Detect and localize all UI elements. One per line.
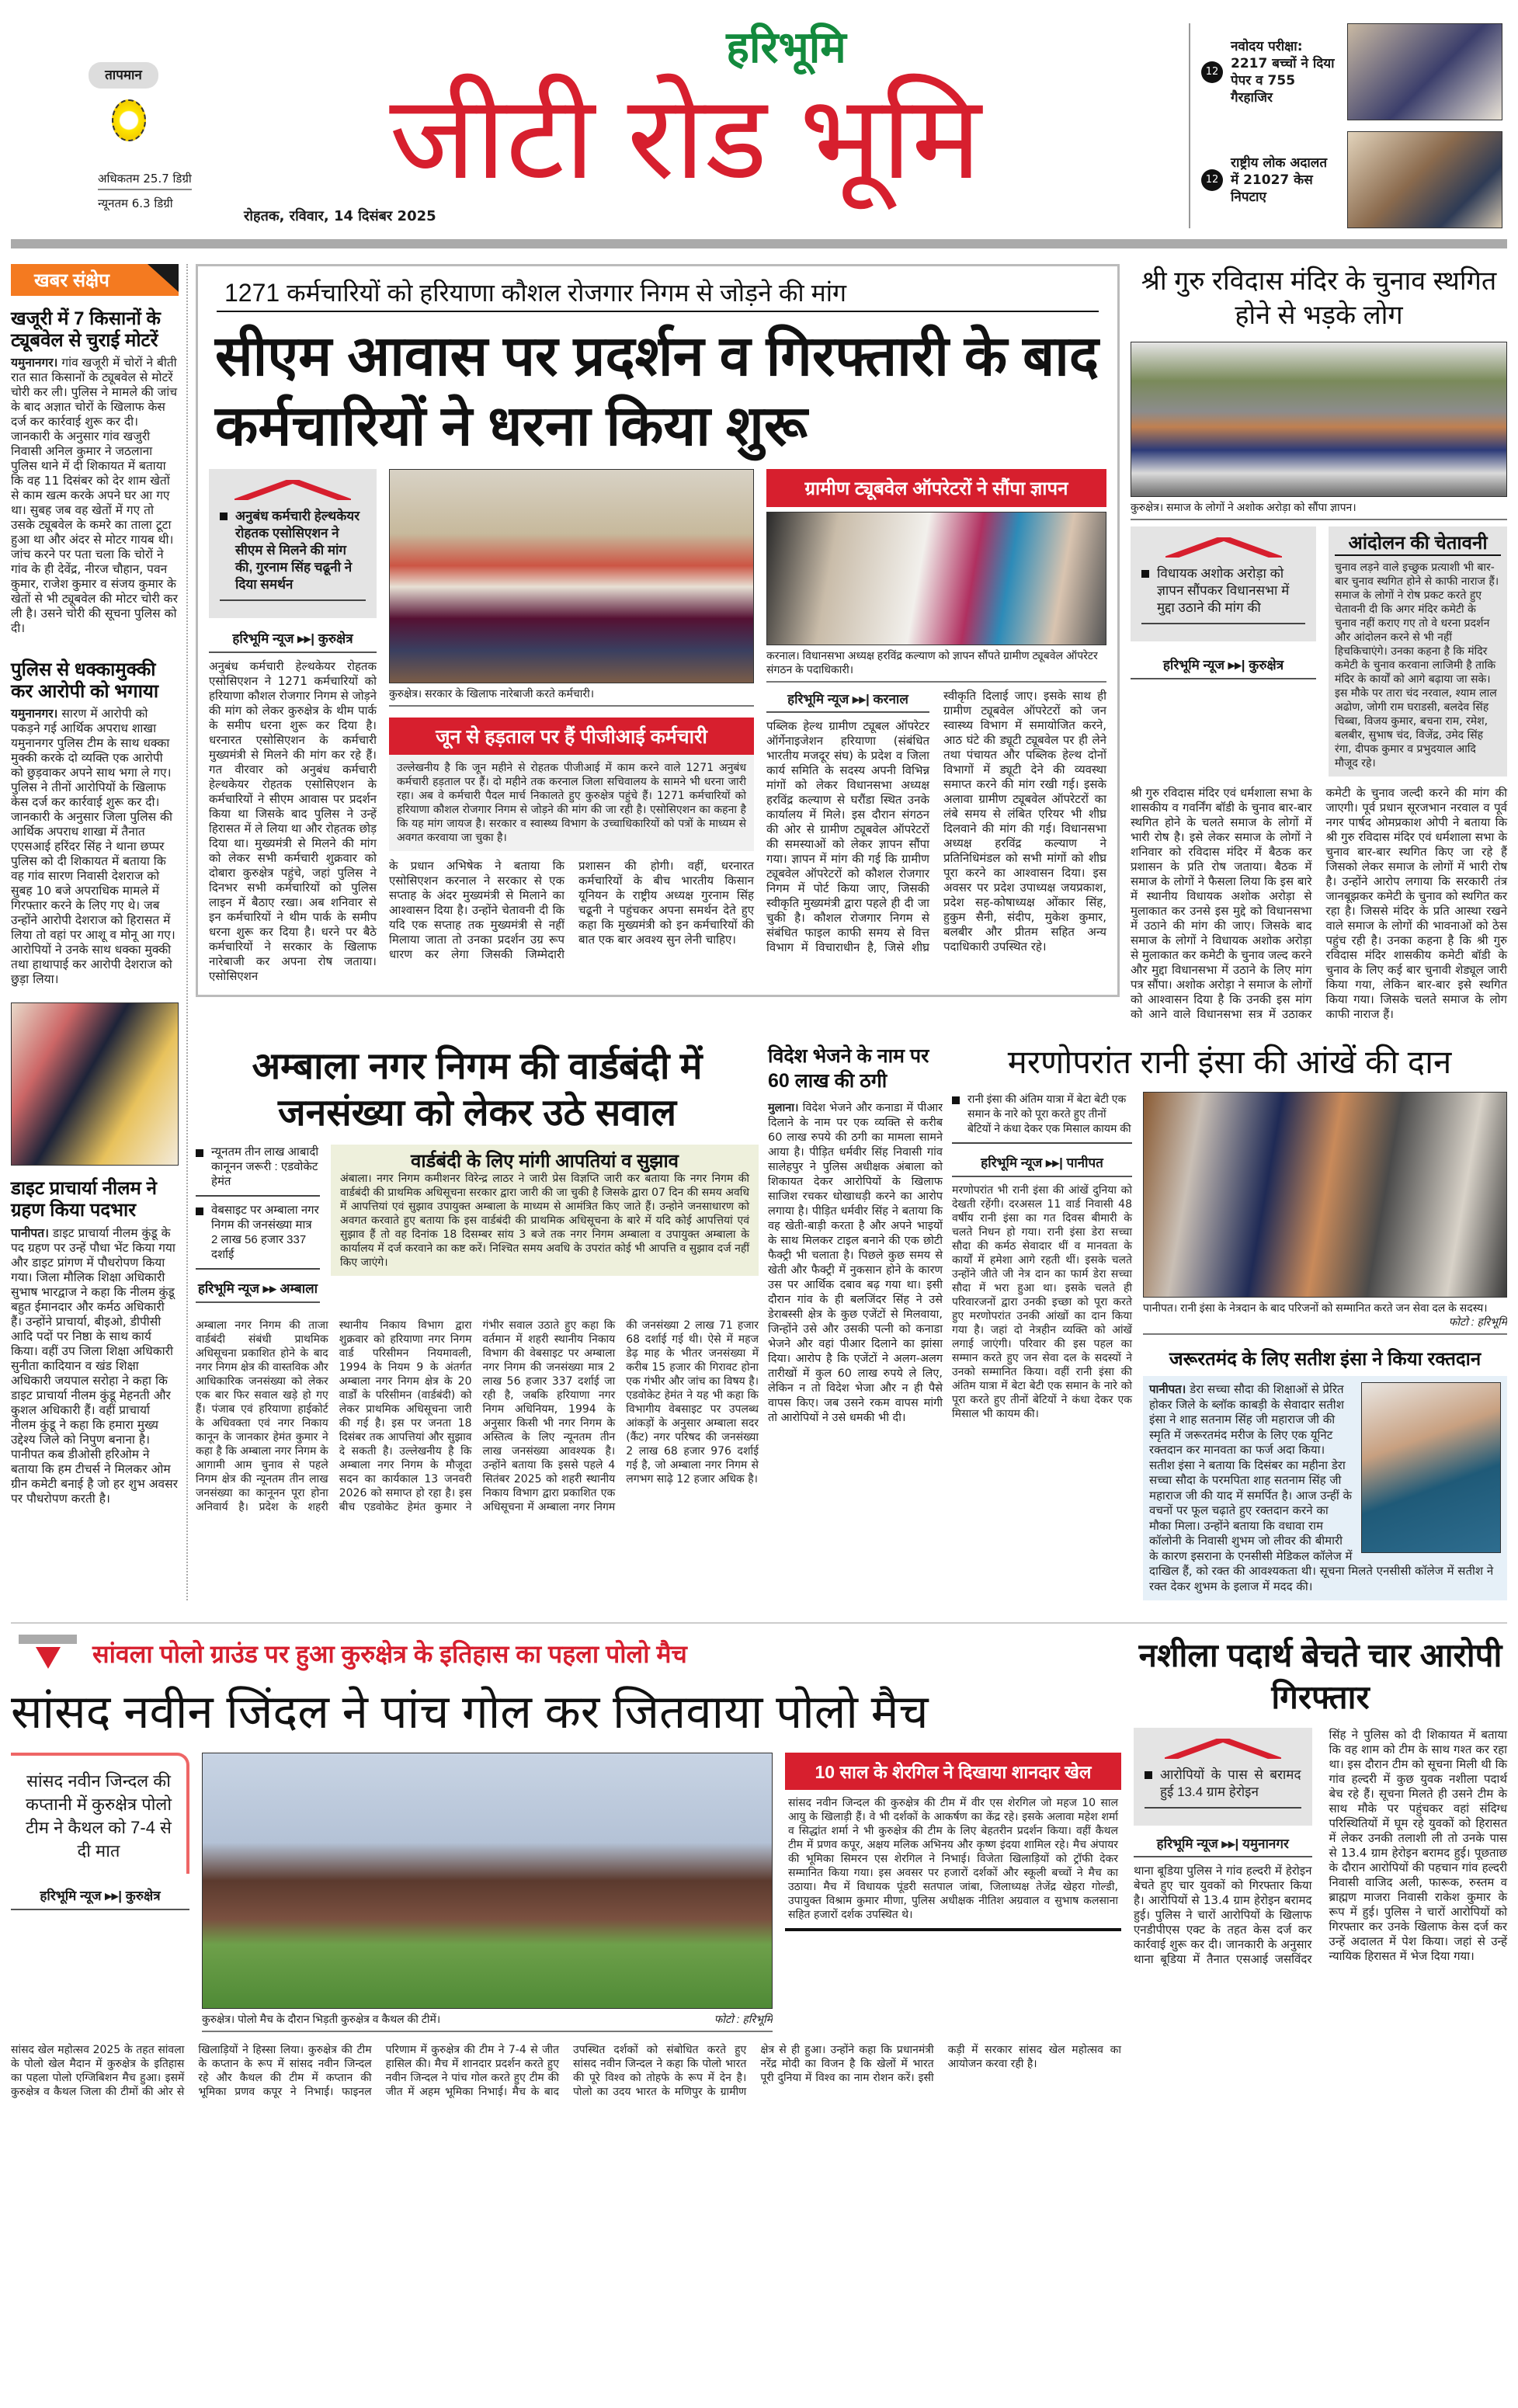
drugs-headline: नशीला पदार्थ बेचते चार आरोपी गिरफ्तार [1138,1637,1502,1716]
ravidas-text: श्री गुरु रविदास मंदिर एवं धर्मशाला सभा के शासकीय व गवर्निंग बॉडी के चुनाव बार-बार स्थगित होने के चलते समाज के लोगों में भारी रोष है। इसे लेकर समाज के लोगों ने शनिवार को रविदास मंदिर में बैठक कर प्रशासन के प्रति रोष जताया। बैठक में समाज के लोगों ने फैसला लिया कि इस बारे में स्थानीय विधायक अशोक अरोड़ा से मुलाकात कर उनसे इस मुद्दे को विधानसभा में उठाने की मांग की जाए। जिसके बाद समाज के लोगों ने विधायक अशोक अरोड़ा से मुलाकात कर कमेटी के चुनाव जल्द करने और मुद्दा विधानसभा में उठाने के लिए मांग पत्र सौंपा। अशोक अरोड़ा ने समाज के लोगों को आश्वासन दिया है कि उनकी इस मांग को आने वाले विधानसभा सत्र में उठाकर कमेटी के चुनाव जल्दी करने की मांग की जाएगी। पूर्व प्रधान सूरजभान नरवाल व पूर्व नगर पार्षद ओमप्रकाश ओपी ने बताया कि श्री गुरु रविदास मंदिर एवं धर्मशाला सभा के चुनाव बार-बार स्थगित किए जा रहे हैं जिसको लेकर समाज के लोगों में भारी रोष है। उन्होंने आरोप लगाया कि सरकारी तंत्र जानबूझकर कमेटी के चुनाव को स्थगित कर रहा है। जिससे मंदिर के प्रति आस्था रखने वाले समाज के लोगों की भावनाओं को ठेस पहुंच रही है। उनका कहना है कि श्री गुरु रविदास मंदिर शासकीय कमेटी बॉडी के चुनाव के लिए कई बार चुनावी शेड्यूल जारी किया गया, लेकिन बार-बार इसे स्थगित किया गया। जिसके चलते समाज के लोग काफी नाराज हैं। [1131,785,1507,1021]
insa-deck [952,1092,1132,1144]
ravidas-top-wrap [1131,526,1507,777]
drugs-deck [1134,1728,1312,1826]
polo-headline: सांसद नवीन जिंदल ने पांच गोल कर जितवाया पोलो मैच [11,1686,929,1739]
ravidas-deck [1131,526,1316,641]
dateline-place: पानीपत। [1149,1382,1186,1397]
polo-story [11,1635,1121,2099]
caption-text: पानीपत। रानी इंसा के नेत्रदान के बाद परिजनों को सम्मानित करते जन सेवा दल के सदस्य। [1143,1301,1488,1314]
polo-side-body: सांसद नवीन जिन्दल की कुरुक्षेत्र की टीम में वीर एस शेरगिल जो महज 10 साल आयु के खिलाड़ी हैं। वे भी दर्शकों के आकर्षण का केंद्र रहे। इसके अलावा महेश शर्मा व सिद्धांत शर्मा ने भी कुरुक्षेत्र की टीम के लिए बेहतरीन प्रदर्शन किया। वहीं कैथल टीम में प्रणव कपूर, अक्षय मलिक अभिनय और कृष्ण इंदया शामिल रहे। मैच अंपायर की भूमिका सिमरन एस शेरगिल ने निभाई। विजेता खिलाड़ियों को ट्रॉफी देकर सम्मानित किया गया। इस अवसर पर हजारों दर्शकों और स्कूली बच्चों ने मैच का उठाया। मैच में विधायक पूंडरी सतपाल जांबा, जिलाध्यक्ष तेजेंद्र खेहरा गोल्डी, उपायुक्त विश्राम कुमार मीणा, पुलिस अधीक्षक नीतिश अग्रवाल व सुभाष कलसाना सहित हजारों दर्शक उपस्थित थे। [785,1790,1121,1931]
section-a [196,264,1507,1022]
brief-body [11,707,179,987]
insa-photo [1143,1092,1507,1298]
deck-text: रानी इंसा की अंतिम यात्रा में बेटा बेटी एक समान के नारे को पूरा करते हुए तीनों बेटियों ने कंधा देकर एक मिसाल कायम की [967,1092,1131,1135]
section-b [196,1044,1507,1601]
dateline-place: यमुनानगर। [11,707,58,721]
objections-box [331,1145,759,1277]
bullet-icon [196,1149,203,1157]
ravidas-story [1131,264,1507,1022]
brand-logo: हरिभूमि [726,23,846,71]
satish-headline: जरूरतमंद के लिए सतीश इंसा ने किया रक्तदान [1169,1348,1482,1370]
lead-headline: सीएम आवास पर प्रदर्शन व गिरफ्तारी के बाद कर्मचारियों ने धरना किया शुरू [215,325,1099,457]
ambala-top [196,1145,759,1309]
warning-box-title: आंदोलन की चेतावनी [1335,533,1501,556]
lower-body [11,1622,1507,2099]
deck-text: न्यूनतम तीन लाख आबादी कानूनन जरूरी : एडवोकेट हेमंत [211,1145,319,1188]
bullet-icon [1141,570,1149,578]
satish-photo [1361,1382,1501,1553]
teaser-2[interactable] [1201,131,1507,228]
polo-photo [202,1753,773,2009]
byline: हरिभूमि न्यूज ▸▸ अम्बाला [196,1276,320,1303]
polo-kicker-row [11,1635,1121,1673]
drugs-text: थाना बूडिया पुलिस ने गांव हल्दरी में हेरोइन बेचते हुए चार युवकों को गिरफ्तार किया है। आरोपियों से 13.4 ग्राम हेरोइन बरामद हुई। पुलिस ने चारों आरोपियों के खिलाफ एनडीपीएस एक्ट के तहत केस दर्ज कर कार्रवाई शुरू कर दी। जानकारी के अनुसार थाना बूडिया में तैनात एसआई जसविंदर सिंह ने पुलिस को दी शिकायत में बताया कि वह शाम को टीम के साथ गश्त कर रहा था। इस दौरान टीम को सूचना मिली थी कि गांव हल्दरी में कुछ युवक नशीला पदार्थ बेच रहे हैं। सूचना मिलते ही उसने टीम के साथ मौके पर पहुंचकर वहां संदिग्ध परिस्थितियों में घूम रहे युवकों को हिरासत में लेकर उनकी तलाशी ली तो उनके पास से 13.4 ग्राम हेरोइन बरामद हुई। पूछताछ के दौरान आरोपियों की पहचान गांव हल्दरी निवासी वाजिद अली, फारूक, रुस्तम व ब्राह्मण माजरा निवासी राकेश कुमार के रूप में हुई। पुलिस ने चारों आरोपियों को गिरफ्तार कर उनके खिलाफ केस दर्ज कर उन्हें अदालत में पेश किया। जहां से उन्हें न्यायिक हिरासत में भेज दिया गया। [1134,1728,1507,1967]
insa-right [1143,1092,1507,1601]
chevron-icon [19,1635,77,1673]
polo-body-wrap [11,1753,1121,2032]
videsh-headline: विदेश भेजने के नाम पर 60 लाख की ठगी [768,1044,929,1092]
tubewell-body [766,689,1106,955]
dateline-place: यमुनानगर। [11,356,58,370]
tubewell-text: पब्लिक हेल्थ ग्रामीण ट्यूबल ऑपरेटर ऑर्गेनाइजेशन हरियाणा (संबंधित भारतीय मजदूर संघ) के प्रदेश व जिला कार्य समिति के सदस्य अपनी विभिन्न मांगों को लेकर विधानसभा अध्यक्ष हरविंद्र कल्याण से घरौंडा स्थित उनके कार्यालय में मिले। इस दौरान संगठन की ओर से ग्रामीण ट्यूबवेल ऑपरेटरों की समस्याओं को लेकर ज्ञापन सौंपा गया। ज्ञापन में मांग की गई कि ग्रामीण ट्यूबवेल ऑपरेटरों को कौशल रोजगार निगम में पोर्ट किया जाए, जिसकी स्वीकृति मुख्यमंत्री द्वारा पहले ही दी जा चुकी है। कौशल रोजगार निगम से संबंधित फाइल काफी समय से वित्त विभाग में विचाराधीन है, जिसे शीघ्र स्वीकृति दिलाई जाए। इसके साथ ही ग्रामीण ट्यूबवेल ऑपरेटरों को जन स्वास्थ्य विभाग में समायोजित करने, आठ घंटे की ड्यूटी ट्यूबवेल पर ही लेने तथा पंचायत और पब्लिक हेल्थ दोनों विभागों में ड्यूटी देने की व्यवस्था समाप्त करने की मांग रखी गई। इसके अलावा ग्रामीण ट्यूबवेल ऑपरेटरों का लंबे समय से लंबित एरियर भी शीघ्र दिलवाने की मांग की गई। विधानसभा अध्यक्ष हरविंद्र कल्याण ने प्रतिनिधिमंडल को सभी मांगों को शीघ्र पूरा करने का आश्वासन दिया। इस अवसर पर प्रदेश उपाध्यक्ष जयप्रकाश, प्रदेश सह-कोषाध्यक्ष ओंकार सिंह, हुकुम सैनी, संदीप, मुकेश कुमार, बलबीर और प्रीतम सहित अन्य पदाधिकारी उपस्थित रहे। [766,688,1106,954]
right-block-b [952,1044,1507,1601]
byline: हरिभूमि न्यूज ▸▸| पानीपत [952,1150,1132,1177]
dateline-place: मुलाना। [768,1101,799,1114]
lead-body: अनुबंध कर्मचारी हेल्थकेयर रोहतक एसोसिएशन ने 1271 कर्मचारियों को हरियाणा कौशल रोजगार निगम से जोड़ने की मांग को लेकर कुरुक्षेत्र के थीम पार्क के समीप धरना शुरू कर दिया है। धरनारत एसोसिएशन के कर्मचारी मुख्यमंत्री से मिलने की मांग कर रहे हैं। गत वीरवार को अनुबंध कर्मचारी हेल्थकेयर रोहतक एसोसिएशन के कर्मचारियों ने सीएम आवास पर प्रदर्शन किया था जिसके बाद पुलिस ने उन्हें हिरासत में ले लिया था और रोहतक छोड़ दिया था। मुख्यमंत्री से मिलने की मांग को लेकर सभी कर्मचारी शुक्रवार को दोबारा कुरुक्षेत्र पहुंचे, जहां पुलिस ने दिनभर सभी कर्मचारियों को पुलिस लाइन में बैठाए रखा। अब शनिवार से इन कर्मचारियों ने थीम पार्क के समीप धरना शुरू कर दिया है। धरने पर बैठे कर्मचारियों ने सरकार के खिलाफ नारेबाजी कर अपना रोष जताया। एसोसिएशन [209,658,377,983]
ambala-deck [196,1145,320,1270]
bullet-icon [952,1096,960,1104]
ravidas-left [1131,526,1316,686]
lead-story [196,264,1120,997]
photo-caption: कुरुक्षेत्र। समाज के लोगों ने अशोक अरोड़ा को सौंपा ज्ञापन। [1131,497,1507,520]
satish-story [1143,1349,1507,1601]
insa-left [952,1092,1132,1421]
byline: हरिभूमि न्यूज ▸▸| कुरुक्षेत्र [11,1883,189,1910]
polo-text: सांसद खेल महोत्सव 2025 के तहत सांवला के पोलो खेल मैदान में कुरुक्षेत्र के इतिहास का पहला पोलो एग्जिबिशन मैच हुआ। इसमें कुरुक्षेत्र व कैथल जिला की टीमों की ओर से खिलाड़ियों ने हिस्सा लिया। कुरुक्षेत्र की टीम के कप्तान के रूप में सांसद नवीन जिन्दल रहे और कैथल की टीम में कप्तान की भूमिका प्रणव कपूर ने निभाई। फाइनल परिणाम में कुरुक्षेत्र की टीम ने 7-4 से जीत हासिल की। मैच में शानदार प्रदर्शन करते हुए नवीन जिन्दल ने पांच गोल करते हुए टीम की जीत में अहम भूमिका निभाई। मैच के बाद उपस्थित दर्शकों को संबोधित करते हुए सांसद नवीन जिन्दल ने कहा कि पोलो भारत की पूरे विश्व को तोहफे के रूप में देन है। पोलो का उदय भारत के मणिपुर के ग्रामीण क्षेत्र से ही हुआ। उन्होंने कहा कि प्रधानमंत्री नरेंद्र मोदी का विजन है कि खेलों में भारत पूरी दुनिया में विश्व का नाम रोशन करें। इसी कड़ी में सरकार सांसद खेल महोत्सव का आयोजन करवा रही है। [11,2044,1121,2099]
brief-body [11,1226,179,1506]
ravidas-headline: श्री गुरु रविदास मंदिर के चुनाव स्थगित होने से भड़के लोग [1141,266,1497,330]
title-block [197,23,1173,228]
dateline: रोहतक, रविवार, 14 दिसंबर 2025 [244,208,436,224]
teaser-photo [1347,131,1502,228]
polo-body [11,2043,1121,2099]
teaser-text: राष्ट्रीय लोक अदालत में 21027 केस निपटाए [1231,155,1328,205]
brief-headline: पुलिस से धक्कामुक्की कर आरोपी को भगाया [11,659,159,702]
sun-icon [112,99,146,141]
videsh-story [768,1044,943,1426]
caption-text: कुरुक्षेत्र। पोलो मैच के दौरान भिड़ती कुरुक्षेत्र व कैथल की टीमें। [202,2013,441,2026]
brief-label-text: खबर संक्षेप [34,270,109,291]
photo-caption: करनाल। विधानसभा अध्यक्ष हरविंद्र कल्याण को ज्ञापन सौंपते ग्रामीण ट्यूबवेल ऑपरेटर संगठन के पदाधिकारी। [766,645,1106,683]
upper-body [11,264,1507,1600]
lead-kicker: 1271 कर्मचारियों को हरियाणा कौशल रोजगार निगम से जोड़ने की मांग [217,274,1099,312]
satish-box [1143,1376,1507,1600]
polo-kicker: सांवला पोलो ग्राउंड पर हुआ कुरुक्षेत्र के इतिहास का पहला पोलो मैच [92,1640,687,1669]
teaser-photo [1347,23,1502,120]
lead-body-continued: के प्रधान अभिषेक ने बताया कि एसोसिएशन करनाल ने सरकार से एक सप्ताह के अंदर मुख्यमंत्री से मिलाने का आश्वासन दिया है। उन्होंने चेतावनी दी कि यदि एक सप्ताह तक मुख्यमंत्री से नहीं मिलाया जाता तो उनका प्रदर्शन उग्र रूप धारण कर लेगा जिसकी जिम्मेदारी प्रशासन की होगी। वहीं, धरनारत कर्मचारियों के बीच भारतीय किसान यूनियन के राष्ट्रीय अध्यक्ष गुरनाम सिंह चढूनी ने पहुंचकर अपना समर्थन देते हुए कहा कि मुख्यमंत्री को इन कर्मचारियों की बात एक बार अवश्य सुन लेनी चाहिए। [389,858,754,961]
brief-text: सारण में आरोपी को पकड़ने गई आर्थिक अपराध शाखा यमुनानगर पुलिस टीम के साथ धक्का मुक्की करके दो व्यक्ति एक आरोपी को छुड़वाकर अपने साथ भगा ले गए। पुलिस ने तीनों आरोपियों के खिलाफ केस दर्ज कर कार्रवाई शुरू कर दी। जानकारी के अनुसार जिला पुलिस की आर्थिक अपराध शाखा में तैनात एएसआई हरिंदर सिंह ने थाना छप्पर पुलिस को दी शिकायत में बताया कि वह गांव सारण निवासी देशराज को सुबह 10 बजे अपराधिक मामले में गिरफ्तार करने के लिए गए थे। जब उन्होंने आरोपी देशराज को हिरासत में लिया तो वहां पर आशू व मोनू आ गए। आरोपियों ने उनके साथ धक्का मुक्की तथा हाथापाई कर आरोपी देशराज को छुड़ा लिया। [11,707,175,987]
byline: हरिभूमि न्यूज ▸▸| कुरुक्षेत्र [1131,652,1316,679]
lead-left-col [209,469,377,984]
videsh-body [768,1101,943,1426]
photo-credit: फोटो : हरिभूमि [1448,1315,1507,1328]
newspaper-title: जीटी रोड भूमि [389,72,981,203]
byline: हरिभूमि न्यूज ▸▸| यमुनानगर [1134,1833,1312,1857]
drugs-body-wrap [1134,1728,1507,1967]
deck-text: विधायक अशोक अरोड़ा को ज्ञापन सौंपकर विधानसभा में मुद्दा उठाने की मांग की [1157,566,1290,615]
page-number-badge: 12 [1201,61,1223,83]
chevron-icon [1165,1739,1281,1759]
photo-caption: कुरुक्षेत्र। सरकार के खिलाफ नारेबाजी करते कर्मचारी। [389,683,754,707]
insa-headline: मरणोपरांत रानी इंसा की आंखें की दान [1007,1043,1452,1080]
drugs-story [1134,1635,1507,1967]
satish-text: डेरा सच्चा सौदा की शिक्षाओं से प्रेरित होकर जिले के ब्लॉक काबड़ी के सेवादार सतीश इंसा ने शाह सतनाम सिंह जी महाराज जी की स्मृति में जरूरतमंद मरीज के लिए एक यूनिट रक्तदान कर मानवता का फर्ज अदा किया। सतीश इंसा ने बताया कि दिसंबर का महीना डेरा सच्चा सौदा के परमपिता शाह सतनाम सिंह जी महाराज जी की याद में समर्पित है। आज उन्हीं के वचनों पर फूल चढ़ाते हुए रक्तदान करने का मौका मिला। उन्होंने बताया कि वधावा राम कॉलोनी के निवासी शुभम जो लीवर की बीमारी के कारण इसराना के एनसीसी मेडिकल कॉलेज में दाखिल हैं, को रक्त की आवश्यकता थी। सूचना मिलते एनसीसी कॉलेज में सतीश ने रक्त देकर शुभम के इलाज में मदद की। [1149,1382,1494,1593]
teasers [1189,23,1507,228]
objections-text: अंबाला। नगर निगम कमीशनर विरेन्द्र लाठर ने जारी प्रेस विज्ञप्ति जारी कर बताया कि नगर निगम की वार्डबंदी की प्राथमिक अधिसूचना सरकार द्वारा जारी की जा चुकी है जिसके द्वारा 07 दिन की समय अवधि में आपत्तियां एवं सुझाव उपायुक्त अम्बाला के माध्यम से आमंत्रित किए जाते हैं। उन्होने जनसाधारण को अवगत करवाते हुए बताया कि इस वार्डबंदी की प्राथमिक अधिसूचना के बारे में यदि कोई आपत्तियां एवं सुझाव हैं तो वह दिनांक 18 दिसम्बर सांय 3 बजे तक नगर निगम अम्बाला व उपायुक्त अम्बाला के कार्यालय में दर्ज करवाने का कष्ट करें। निश्चित समय अवधि के उपरांत कोई भी आपत्ति व सुझाव दर्ज नहीं किए जाएंगे। [340,1173,749,1270]
lead-center [389,469,754,962]
lead-columns [209,469,1106,984]
brief-column [11,264,188,1600]
byline: हरिभूमि न्यूज ▸▸| कुरुक्षेत्र [209,626,377,653]
deck-text: आरोपियों के पास से बरामद हुई 13.4 ग्राम हेरोइन [1160,1767,1301,1800]
teaser-1[interactable] [1201,23,1507,120]
deck-text: वेबसाइट पर अम्बाला नगर निगम की जनसंख्या मात्र 2 लाख 56 हजार 337 दर्शाई [211,1203,319,1261]
polo-right [785,1753,1121,1931]
brief-story [11,308,179,636]
weather-label: तापमान [89,62,158,89]
masthead-rule [11,239,1507,248]
ravidas-photo [1131,342,1507,497]
brief-body [11,356,179,636]
diet-photo [11,1002,179,1166]
main-area [196,264,1507,1600]
byline: हरिभूमि न्यूज ▸▸| करनाल [766,689,929,713]
brief-label [11,264,179,296]
bullet-icon [220,513,228,520]
tubewell-photo [766,512,1106,645]
ambala-decks [196,1145,320,1309]
bullet-icon [196,1207,203,1215]
warning-box-text: चुनाव लड़ने वाले इच्छुक प्रत्याशी भी बार-बार चुनाव स्थगित होने से काफी नाराज हैं। समाज के लोगों ने रोष प्रकट करते हुए चेतावनी दी कि अगर मंदिर कमेटी के चुनाव नहीं कराए गए तो वे धरना प्रदर्शन और आंदोलन करने से भी नहीं हिचकिचाएंगे। उनका कहना है कि मंदिर कमेटी के चुनाव करवाना लाजिमी है ताकि मंदिर के कार्यों को आगे बढ़ाया जा सके। इस मौके पर तारा चंद नरवाल, श्याम लाल अढोण, जोगी राम घराडसी, बलदेव सिंह चिब्बा, विजय कुमार, बचना राम, रमेश, बलबीर, सुभाष चंद, विजेंद्र, उमेद सिंह रंगा, दीपक कुमार व प्रभुदयाल आदि मौजूद रहे। [1335,561,1499,770]
dateline-place: पानीपत। [11,1225,49,1240]
objections-title: वार्डबंदी के लिए मांगी आपतियां व सुझाव [410,1150,679,1172]
insa-story [952,1044,1507,1601]
videsh-text: विदेश भेजने और कनाडा में पीआर दिलाने के नाम पर एक व्यक्ति से करीब 60 लाख रुपये की ठगी का मामला सामने आया है। पीड़ित धर्मवीर सिंह निवासी गांव सालेहपुर ने पुलिस अधीक्षक अंबाला को शिकायत देकर आरोपियों के खिलाफ साजिश रचकर धोखाधड़ी करने का आरोप लगाया है। पीड़ित धर्मवीर सिंह ने बताया कि वह खेती-बाड़ी करता है और अपने भाइयों के साथ मिलकर टाइल बनाने की एक छोटी फैक्ट्री भी चलाता है। पिछले कुछ समय से खेती और फैक्ट्री में नुकसान होने के कारण उस पर आर्थिक दबाव बढ़ गया था। इसी दौरान गांव के ही बलजिंदर सिंह ने उसे डेराबस्सी क्षेत्र के कुछ एजेंटों से मिलवाया, जिन्होंने उसे और उसकी पत्नी को कनाडा भेजने और वहां पीआर दिलाने का झांसा दिया। आरोप है कि एजेंटों ने अलग-अलग तारीखों में कुल 60 लाख रुपये ले लिए, लेकिन न तो विदेश भेजा और न ही पैसे वापस किए। जब उसने रकम वापस मांगी तो आरोपियों ने उसे धमकी भी दी। [768,1101,943,1424]
ambala-body: अम्बाला नगर निगम की ताजा वार्डबंदी संबंधी प्राथमिक अधिसूचना प्रकाशित होने के बाद नगर निगम क्षेत्र की वास्तविक और आधिकारिक जनसंख्या को लेकर एक बार फिर सवाल खड़े हो गए हैं। पंजाब एवं हरियाणा हाईकोर्ट के अधिवक्ता एवं नगर निकाय कानून के जानकार हेमंत कुमार ने कहा है कि अम्बाला नगर निगम के आगामी आम चुनाव से पहले निगम क्षेत्र की न्यूनतम तीन लाख जनसंख्या का कानूनन पूरा होना अनिवार्य है। प्रदेश के शहरी स्थानीय निकाय विभाग द्वारा शुक्रवार को हरियाणा नगर निगम वार्ड परिसीमन नियमावली, 1994 के नियम 9 के अंतर्गत अम्बाला नगर निगम क्षेत्र के 20 वार्डों के परिसीमन (वार्डबंदी) को लेकर प्राथमिक अधिसूचना जारी की गई है। इस पर जनता 18 दिसंबर तक आपत्तियां और सुझाव दे सकती है। उल्लेखनीय है कि अम्बाला नगर निगम के मौजूदा सदन का कार्यकाल 13 जनवरी 2026 को समाप्त हो रहा है। इस बीच एडवोकेट हेमंत कुमार ने गंभीर सवाल उठाते हुए कहा कि वर्तमान में शहरी स्थानीय निकाय विभाग की वेबसाइट पर अम्बाला नगर निगम की जनसंख्या मात्र 2 लाख 56 हजार 337 दर्शाई जा रही है, जबकि हरियाणा नगर निगम अधिनियम, 1994 के अनुसार किसी भी नगर निगम के अस्तित्व के लिए न्यूनतम तीन लाख जनसंख्या आवश्यक है। उन्होंने बताया कि इससे पहले 4 सितंबर 2025 को शहरी स्थानीय निकाय विभाग द्वारा प्रकाशित एक अधिसूचना में अम्बाला नगर निगम की जनसंख्या 2 लाख 71 हजार 68 दर्शाई गई थी। ऐसे में महज डेढ़ माह के भीतर जनसंख्या में करीब 15 हजार की गिरावट होना एक गंभीर और जांच का विषय है। एडवोकेट हेमंत ने यह भी कहा कि विभागीय वेबसाइट पर उपलब्ध आंकड़ों के अनुसार अम्बाला सदर (कैंट) नगर परिषद की जनसंख्या 2 लाख 68 हजार 976 दर्शाई गई है, जो अम्बाला नगर निगम से लगभग साढ़े 12 हजार अधिक है। [196,1319,759,1513]
brief-headline: डाइट प्राचार्या नीलम ने ग्रहण किया पदभार [11,1178,157,1221]
min-temp: न्यूनतम 6.3 डिग्री [98,196,173,210]
page-number-badge: 12 [1201,169,1223,191]
polo-left [11,1753,189,1916]
max-temp: अधिकतम 25.7 डिग्री [98,171,192,190]
brief-story [11,659,179,987]
warning-box [1329,526,1507,777]
deck-item [196,1203,320,1270]
bullet-icon [1145,1771,1152,1779]
lead-deck [209,469,377,618]
photo-credit: फोटो : हरिभूमि [714,2013,773,2026]
protest-photo [389,469,754,683]
brief-text: गांव खजूरी में चोरों ने बीती रात सात किसानों के ट्यूबवेल से मोटरें चोरी कर ली। पुलिस ने मामले की जांच के बाद अज्ञात चोरों के खिलाफ केस दर्ज कर कार्रवाई शुरू कर दी। जानकारी के अनुसार गांव खजुरी निवासी अनिल कुमार ने जठलाना पुलिस थाने में दी शिकायत में बताया कि वह 11 दिसंबर को देर शाम खेतों से काम खत्म करके अपने घर आ गए था। सुबह जब वह खेतों में गए तो उसके ट्यूबवेल के कमरे का ताला टूटा हुआ था और अंदर से मोटर गायब थी। जांच करने पर पता चला कि चोरों ने गांव के ही देवेंद्र, नीरज चौहान, पवन कुमार, राजेश कुमार व संजय कुमार के खेतों से भी ट्यूबवेल की मोटर चोरी कर ली है। उसने चोरी की सूचना पुलिस को दी। [11,356,178,636]
teaser-text: नवोदय परीक्षा: 2217 बच्चों ने दिया पेपर व 755 गैरहाजिर [1231,38,1335,106]
sub-headline: जून से हड़ताल पर हैं पीजीआई कर्मचारी [389,718,754,755]
ravidas-body [1131,786,1507,1022]
insa-caption [1143,1298,1507,1335]
brief-text: डाइट प्राचार्या नीलम कुंडू के पद ग्रहण पर उन्हें पौधा भेंट किया गया और डाइट प्रांगण में पौधरोपण किया गया। जिला मौलिक शिक्षा अधिकारी सुभाष भारद्वाज ने कहा कि नीलम कुंडू बहुत ईमानदार और कर्मठ अधिकारी हैं। उन्होंने प्राचार्या, बीइओ, डीपीसी आदि पदों पर निष्ठा के साथ कार्य किया। वहीं उप जिला शिक्षा अधिकारी सुनीता कादियान व खंड शिक्षा अधिकारी जयपाल सरोहा ने कहा कि डाइट प्राचार्या नीलम कुंडू मेहनती और कुशल अधिकारी हैं। वहीं प्राचार्या नीलम कुंडू ने कहा कि हमारा मुख्य उद्देश्य जिले को निपुण बनाना है। पानीपत कब डीओसी हरिओम ने बताया कि हम टीचर्स ने मिलकर ओम ग्रीन कमेटी बनाई है जो हर शुभ अवसर पर पौधरोपण करती है। [11,1225,178,1506]
polo-center [202,1753,773,2032]
masthead [11,0,1507,228]
polo-side-headline: 10 साल के शेरगिल ने दिखाया शानदार खेल [785,1753,1121,1790]
brief-headline: खजूरी में 7 किसानों के ट्यूबवेल से चुराई मोटरें [11,308,161,351]
ambala-story [196,1044,759,1514]
tubewell-story [766,469,1106,955]
insa-body-wrap [952,1092,1507,1601]
pull-quote: सांसद नवीन जिन्दल की कप्तानी में कुरुक्षेत्र पोलो टीम ने कैथल को 7-4 से दी मात [11,1753,189,1874]
deck-item [196,1145,320,1197]
sub-story-body: उल्लेखनीय है कि जून महीने से रोहतक पीजीआई में काम करने वाले 1271 अनुबंध कर्मचारी हड़ताल पर हैं। दो महीने तक करनाल जिला सचिवालय के सामने भी धरना जारी रहा। अब वे कर्मचारी पैदल मार्च निकालते हुए कुरुक्षेत्र पहुंचे हैं। 1271 कर्मचारियों को हरियाणा कौशल रोजगार निगम से जोड़ने की मांग की जा रही है। एसोसिएशन का कहना है कि यह मांग जायज है। सरकार व स्वास्थ्य विभाग के उच्चाधिकारियों को पत्रों के माध्यम से अवगत करवाया जा चुका है। [389,755,754,851]
tubewell-headline: ग्रामीण ट्यूबवेल ऑपरेटरों ने सौंपा ज्ञापन [766,469,1106,507]
chevron-icon [1165,537,1282,558]
brief-story [11,1178,179,1506]
deck-text: अनुबंध कर्मचारी हेल्थकेयर रोहतक एसोसिएशन ने सीएम से मिलने की मांग की, गुरनाम सिंह चढूनी ने दिया समर्थन [235,508,360,592]
polo-caption [202,2009,773,2032]
insa-body: मरणोपरांत भी रानी इंसा की आंखें दुनिया को देखती रहेंगी। दरअसल 11 वार्ड निवासी 48 वर्षीय रानी इंसा का गत दिवस बीमारी के चलते निधन हो गया। रानी इंसा डेरा सच्चा सौदा की कर्मठ सेवादार थीं व मानवता के कार्यों में हमेशा आगे रहती थीं। इसके चलते उन्होंने जीते जी नेत्र दान का फार्म डेरा सच्चा सौदा में भरा हुआ था। इसके चलते ही परिवारजनों द्वारा उनकी इच्छा को पूरा करते हुए मरणोपरांत उनकी आंखों का दान किया गया है। जहां दो नेत्रहीन व्यक्ति को आंखें लगाई जाएंगी। परिवार की इस पहल का सम्मान करते हुए जन सेवा दल के सदस्यों ने उनको सम्मानित किया। वहीं रानी इंसा की अंतिम यात्रा में बेटा बेटी एक समान के नारे को पूरा करते हुए तीनों बेटियों ने कंधा देकर एक मिसाल भी कायम की। [952,1183,1132,1420]
chevron-icon [234,480,351,500]
ambala-headline: अम्बाला नगर निगम की वार्डबंदी में जनसंख्या को लेकर उठे सवाल [252,1045,703,1134]
flag-shape [148,264,179,292]
